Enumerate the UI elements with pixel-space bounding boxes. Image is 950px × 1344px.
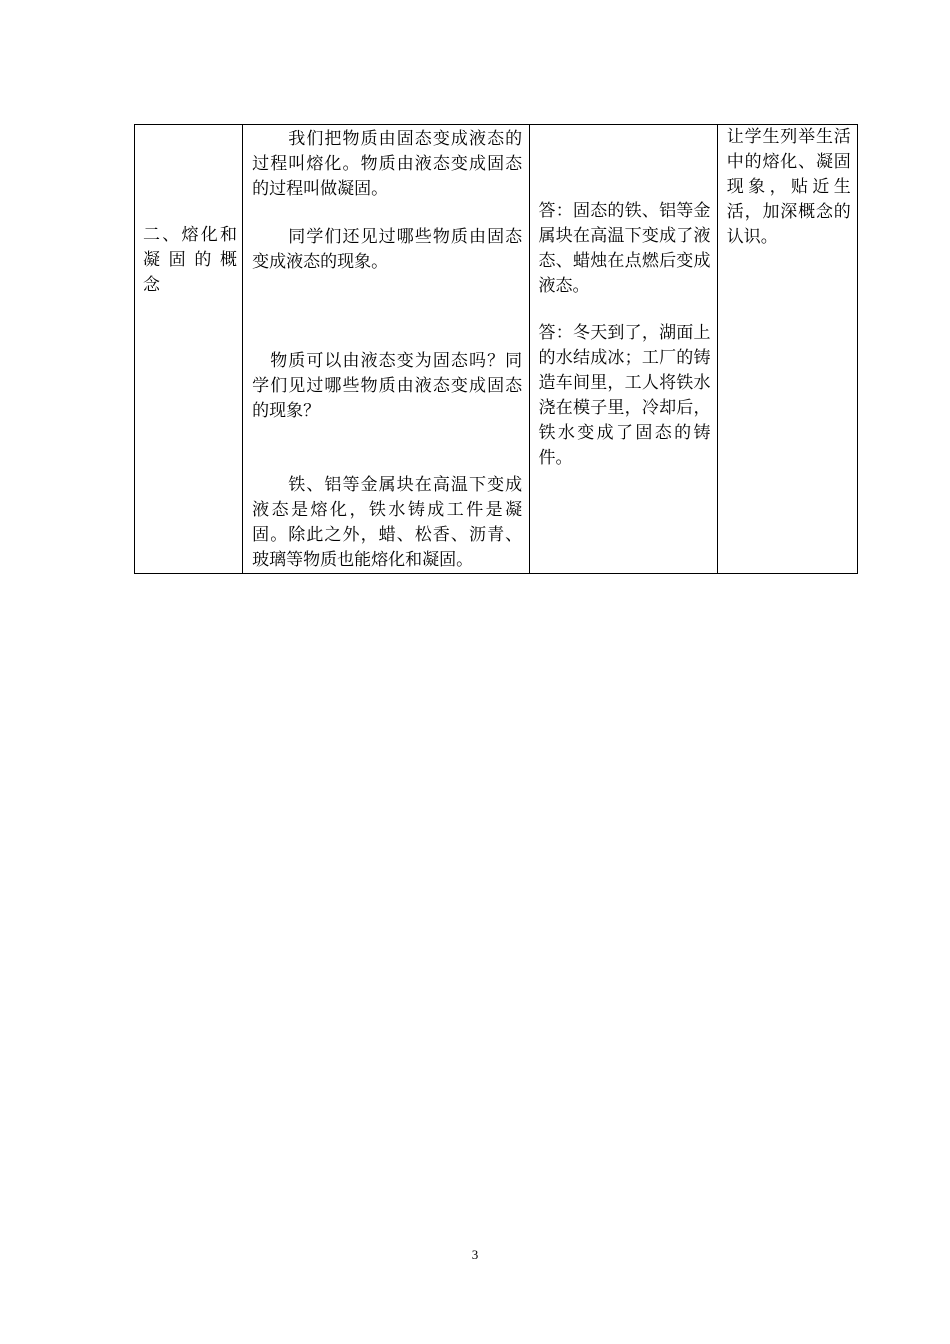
topic-line: 二、熔化和: [143, 225, 237, 245]
student-answer: 答：固态的铁、铝等金属块在高温下变成了液态、蜡烛在点燃后变成液态。: [538, 201, 711, 296]
teacher-paragraph: 我们把物质由固态变成液态的过程叫熔化。物质由液态变成固态的过程叫做凝固。: [252, 129, 523, 199]
table-row: [135, 125, 858, 574]
topic-cell: [135, 125, 243, 574]
topic-line: 念: [143, 275, 160, 295]
student-activity-cell: [529, 125, 717, 574]
design-intent-text: 让学生列举生活中的熔化、凝固现象，贴近生活，加深概念的认识。: [726, 127, 851, 247]
lesson-plan-table: [134, 124, 858, 574]
teacher-paragraph: 同学们还见过哪些物质由固态变成液态的现象。: [252, 227, 523, 272]
teacher-paragraph: 物质可以由液态变为固态吗？同学们见过哪些物质由液态变成固态的现象？: [252, 351, 523, 421]
teacher-paragraph: 铁、铝等金属块在高温下变成液态是熔化，铁水铸成工件是凝固。除此之外，蜡、松香、沥青、玻璃等物质也能熔化和凝固。: [252, 475, 523, 570]
page-number: 3: [471, 1247, 479, 1262]
topic-title: [143, 223, 237, 298]
student-answer: 答：冬天到了，湖面上的水结成冰；工厂的铸造车间里，工人将铁水浇在模子里，冷却后，铁水变成了固态的铸件。: [538, 323, 711, 468]
topic-line: 凝固的概: [143, 250, 237, 270]
design-intent-cell: [717, 125, 857, 574]
teacher-activity-cell: [243, 125, 529, 574]
